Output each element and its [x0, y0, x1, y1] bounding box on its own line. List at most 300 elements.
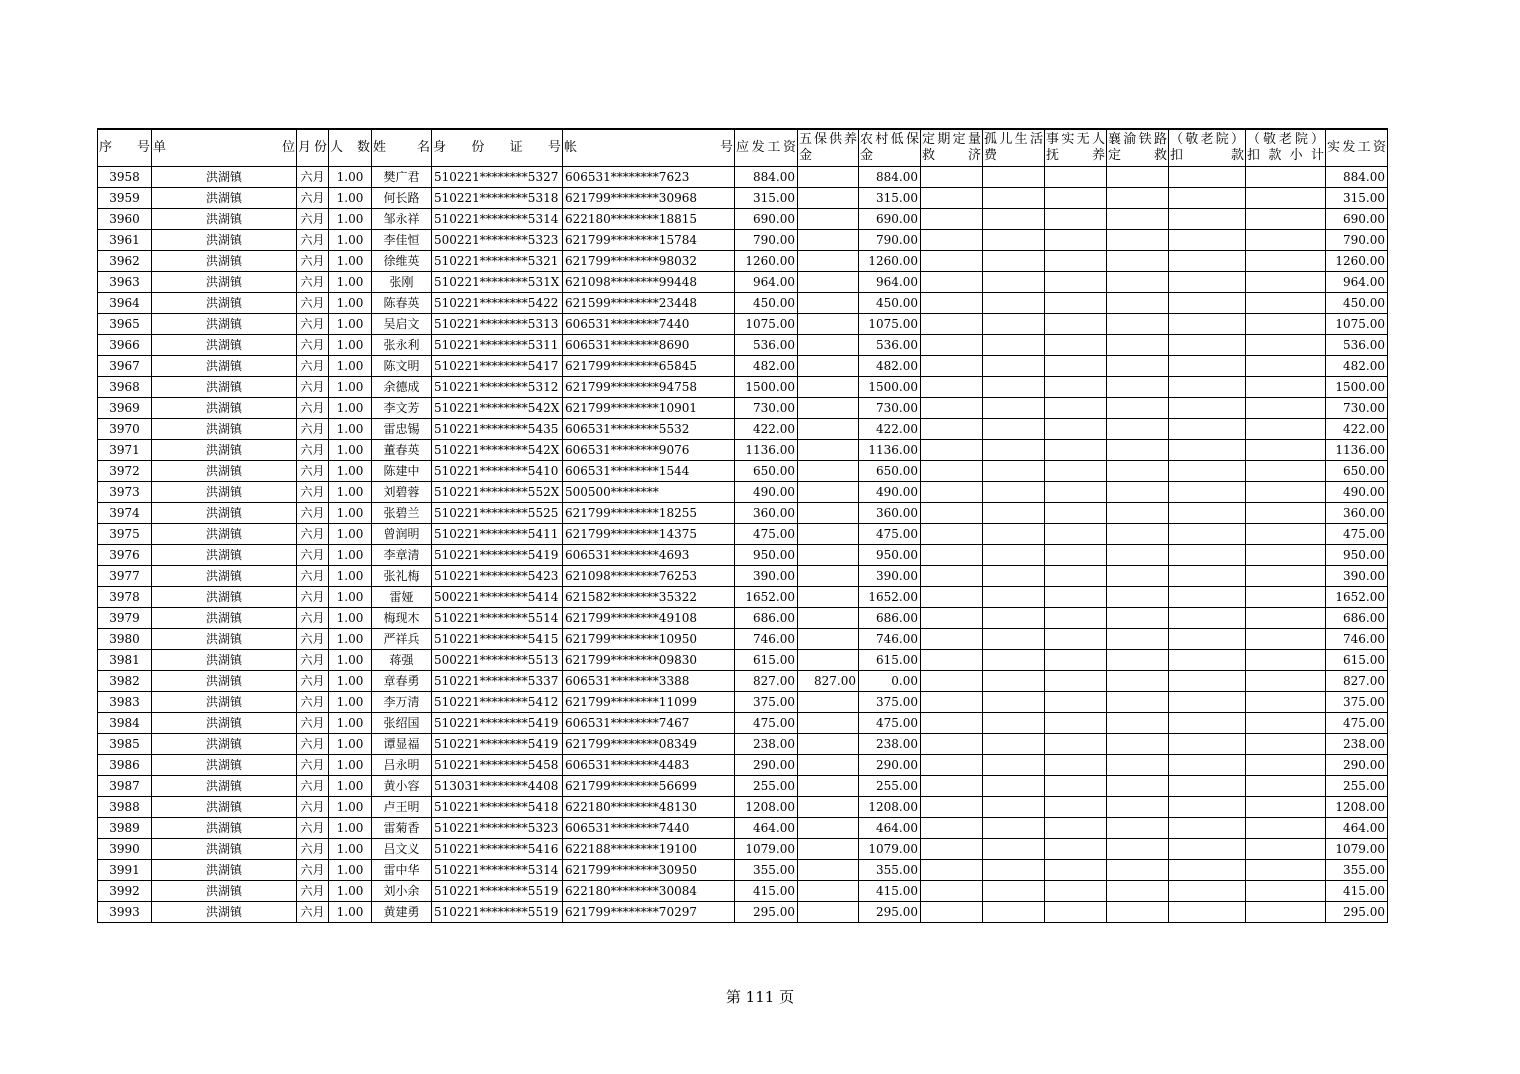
col-orphan-allowance-cell [983, 376, 1045, 397]
col-rural-dibao-cell: 1260.00 [859, 250, 921, 271]
col-rural-dibao-cell: 415.00 [859, 880, 921, 901]
col-de-facto-orphan-cell [1045, 187, 1107, 208]
col-gross-pay-cell: 482.00 [735, 355, 798, 376]
col-regular-relief-cell [921, 796, 983, 817]
col-regular-relief-cell [921, 397, 983, 418]
col-net-pay-cell: 1260.00 [1326, 250, 1388, 271]
col-xiangyu-railway-cell [1107, 649, 1169, 670]
col-id-number-cell: 510221********5435 [432, 418, 563, 439]
col-count-cell: 1.00 [329, 880, 372, 901]
table-row [98, 691, 1388, 712]
col-regular-relief-cell [921, 838, 983, 859]
col-id-number-cell: 510221********5327 [432, 166, 563, 187]
col-unit-cell: 洪湖镇 [152, 292, 297, 313]
table-row [98, 544, 1388, 565]
col-xiangyu-railway-cell [1107, 523, 1169, 544]
col-gross-pay-cell: 490.00 [735, 481, 798, 502]
col-deduction-subtotal-cell [1246, 502, 1326, 523]
col-deduction-subtotal-cell [1246, 817, 1326, 838]
col-nursing-home-deduction-cell [1169, 460, 1246, 481]
col-count-cell: 1.00 [329, 628, 372, 649]
col-index-cell: 3966 [98, 334, 152, 355]
col-count-cell: 1.00 [329, 418, 372, 439]
col-unit-cell: 洪湖镇 [152, 586, 297, 607]
col-regular-relief-cell [921, 565, 983, 586]
col-deduction-subtotal-cell [1246, 586, 1326, 607]
col-nursing-home-deduction-cell [1169, 670, 1246, 691]
col-count-cell: 1.00 [329, 397, 372, 418]
col-unit-cell: 洪湖镇 [152, 670, 297, 691]
col-gross-pay-cell: 1079.00 [735, 838, 798, 859]
col-net-pay-cell: 536.00 [1326, 334, 1388, 355]
col-index-cell: 3965 [98, 313, 152, 334]
col-index-cell: 3974 [98, 502, 152, 523]
col-nursing-home-deduction-cell [1169, 880, 1246, 901]
col-xiangyu-railway-cell [1107, 670, 1169, 691]
col-deduction-subtotal-cell [1246, 334, 1326, 355]
col-index-cell: 3987 [98, 775, 152, 796]
col-regular-relief-cell [921, 271, 983, 292]
col-net-pay-cell: 615.00 [1326, 649, 1388, 670]
col-orphan-allowance-cell [983, 334, 1045, 355]
col-deduction-subtotal-cell [1246, 796, 1326, 817]
col-rural-dibao-cell: 355.00 [859, 859, 921, 880]
col-name-cell: 徐维英 [372, 250, 432, 271]
col-count-cell: 1.00 [329, 502, 372, 523]
col-month-cell: 六月 [297, 481, 329, 502]
col-account-cell: 621799********15784 [563, 229, 735, 250]
col-month-cell: 六月 [297, 250, 329, 271]
col-id-number-cell: 510221********5525 [432, 502, 563, 523]
col-month-cell: 六月 [297, 565, 329, 586]
col-xiangyu-railway-cell [1107, 817, 1169, 838]
col-name-cell: 张刚 [372, 271, 432, 292]
col-unit-cell: 洪湖镇 [152, 355, 297, 376]
table-row [98, 586, 1388, 607]
col-five-guarantee-cell [798, 565, 859, 586]
col-id-number-cell: 510221********5419 [432, 544, 563, 565]
col-nursing-home-deduction-cell [1169, 229, 1246, 250]
col-nursing-home-deduction-cell [1169, 691, 1246, 712]
col-account-cell: 606531********4483 [563, 754, 735, 775]
col-id-number-cell: 500221********5513 [432, 649, 563, 670]
col-account-cell: 622180********48130 [563, 796, 735, 817]
col-id-number-cell: 510221********5422 [432, 292, 563, 313]
col-de-facto-orphan-cell [1045, 628, 1107, 649]
col-nursing-home-deduction-cell [1169, 565, 1246, 586]
col-month-cell: 六月 [297, 901, 329, 922]
col-xiangyu-railway-cell [1107, 628, 1169, 649]
col-count-cell: 1.00 [329, 460, 372, 481]
col-name-cell: 雷娅 [372, 586, 432, 607]
col-account-cell: 621799********10901 [563, 397, 735, 418]
col-deduction-subtotal-cell [1246, 418, 1326, 439]
col-de-facto-orphan-cell [1045, 523, 1107, 544]
col-account-cell: 606531********7440 [563, 313, 735, 334]
col-count-cell: 1.00 [329, 376, 372, 397]
col-orphan-allowance-cell [983, 901, 1045, 922]
col-xiangyu-railway-cell [1107, 166, 1169, 187]
col-id-number-cell: 510221********5312 [432, 376, 563, 397]
col-de-facto-orphan-cell [1045, 481, 1107, 502]
col-id-number-cell: 510221********5519 [432, 901, 563, 922]
col-gross-pay-cell: 315.00 [735, 187, 798, 208]
col-account-cell: 606531********9076 [563, 439, 735, 460]
col-nursing-home-deduction-cell [1169, 859, 1246, 880]
table-row [98, 481, 1388, 502]
col-orphan-allowance-cell [983, 187, 1045, 208]
col-deduction-subtotal-cell [1246, 628, 1326, 649]
col-de-facto-orphan-cell [1045, 313, 1107, 334]
col-gross-pay-cell: 615.00 [735, 649, 798, 670]
col-orphan-allowance-cell [983, 586, 1045, 607]
table-row [98, 565, 1388, 586]
col-unit-cell: 洪湖镇 [152, 334, 297, 355]
col-net-pay-cell: 490.00 [1326, 481, 1388, 502]
col-de-facto-orphan-header: 事实无人抚养 [1045, 129, 1107, 166]
col-account-cell: 621799********09830 [563, 649, 735, 670]
col-name-cell: 曾润明 [372, 523, 432, 544]
col-deduction-subtotal-cell [1246, 271, 1326, 292]
col-nursing-home-deduction-cell [1169, 586, 1246, 607]
table-row [98, 859, 1388, 880]
col-name-cell: 余德成 [372, 376, 432, 397]
col-net-pay-cell: 390.00 [1326, 565, 1388, 586]
col-id-number-cell: 510221********5410 [432, 460, 563, 481]
col-account-cell: 606531********3388 [563, 670, 735, 691]
col-id-number-cell: 510221********5314 [432, 208, 563, 229]
col-orphan-allowance-cell [983, 880, 1045, 901]
col-gross-pay-cell: 950.00 [735, 544, 798, 565]
col-id-number-cell: 510221********5417 [432, 355, 563, 376]
col-index-cell: 3967 [98, 355, 152, 376]
col-net-pay-cell: 1652.00 [1326, 586, 1388, 607]
col-de-facto-orphan-cell [1045, 502, 1107, 523]
col-count-cell: 1.00 [329, 187, 372, 208]
col-xiangyu-railway-cell [1107, 250, 1169, 271]
col-five-guarantee-cell [798, 250, 859, 271]
col-account-cell: 621799********49108 [563, 607, 735, 628]
col-unit-cell: 洪湖镇 [152, 523, 297, 544]
col-xiangyu-railway-header: 襄渝铁路定救 [1107, 129, 1169, 166]
col-five-guarantee-cell [798, 859, 859, 880]
col-regular-relief-cell [921, 418, 983, 439]
col-unit-cell: 洪湖镇 [152, 187, 297, 208]
col-id-number-cell: 510221********5519 [432, 880, 563, 901]
col-deduction-subtotal-cell [1246, 313, 1326, 334]
col-account-cell: 606531********8690 [563, 334, 735, 355]
col-five-guarantee-cell [798, 418, 859, 439]
col-xiangyu-railway-cell [1107, 292, 1169, 313]
col-regular-relief-cell [921, 229, 983, 250]
col-account-cell: 621799********18255 [563, 502, 735, 523]
col-gross-pay-cell: 355.00 [735, 859, 798, 880]
col-rural-dibao-cell: 482.00 [859, 355, 921, 376]
col-de-facto-orphan-cell [1045, 775, 1107, 796]
col-de-facto-orphan-cell [1045, 796, 1107, 817]
col-five-guarantee-cell [798, 292, 859, 313]
col-index-cell: 3972 [98, 460, 152, 481]
col-month-cell: 六月 [297, 859, 329, 880]
col-name-cell: 张绍国 [372, 712, 432, 733]
col-rural-dibao-cell: 238.00 [859, 733, 921, 754]
col-net-pay-cell: 255.00 [1326, 775, 1388, 796]
col-xiangyu-railway-cell [1107, 712, 1169, 733]
col-de-facto-orphan-cell [1045, 565, 1107, 586]
col-account-cell: 606531********7467 [563, 712, 735, 733]
col-month-cell: 六月 [297, 439, 329, 460]
col-deduction-subtotal-cell [1246, 544, 1326, 565]
col-five-guarantee-cell [798, 691, 859, 712]
col-deduction-subtotal-cell [1246, 901, 1326, 922]
col-rural-dibao-cell: 464.00 [859, 817, 921, 838]
col-month-cell: 六月 [297, 271, 329, 292]
col-orphan-allowance-cell [983, 313, 1045, 334]
col-de-facto-orphan-cell [1045, 397, 1107, 418]
col-month-cell: 六月 [297, 376, 329, 397]
col-nursing-home-deduction-cell [1169, 628, 1246, 649]
page-number: 第 111 页 [725, 988, 795, 1006]
col-regular-relief-cell [921, 250, 983, 271]
col-nursing-home-deduction-cell [1169, 208, 1246, 229]
col-five-guarantee-cell [798, 775, 859, 796]
col-regular-relief-cell [921, 544, 983, 565]
col-five-guarantee-cell [798, 271, 859, 292]
col-count-cell: 1.00 [329, 775, 372, 796]
col-xiangyu-railway-cell [1107, 418, 1169, 439]
col-month-cell: 六月 [297, 355, 329, 376]
col-name-cell: 张永利 [372, 334, 432, 355]
col-orphan-allowance-cell [983, 859, 1045, 880]
table-row [98, 796, 1388, 817]
col-name-cell: 蒋强 [372, 649, 432, 670]
col-nursing-home-deduction-cell [1169, 481, 1246, 502]
table-row [98, 817, 1388, 838]
table-row [98, 397, 1388, 418]
col-id-number-cell: 510221********5311 [432, 334, 563, 355]
col-account-header: 帐 号 [563, 129, 735, 166]
col-count-cell: 1.00 [329, 355, 372, 376]
table-row [98, 250, 1388, 271]
col-unit-cell: 洪湖镇 [152, 796, 297, 817]
col-regular-relief-cell [921, 670, 983, 691]
col-regular-relief-cell [921, 859, 983, 880]
col-de-facto-orphan-cell [1045, 586, 1107, 607]
col-index-cell: 3986 [98, 754, 152, 775]
col-net-pay-cell: 746.00 [1326, 628, 1388, 649]
col-nursing-home-deduction-cell [1169, 502, 1246, 523]
col-net-pay-cell: 1208.00 [1326, 796, 1388, 817]
col-name-cell: 谭显福 [372, 733, 432, 754]
col-id-number-cell: 510221********5418 [432, 796, 563, 817]
col-account-cell: 621799********08349 [563, 733, 735, 754]
col-orphan-allowance-cell [983, 439, 1045, 460]
col-nursing-home-deduction-cell [1169, 607, 1246, 628]
col-rural-dibao-cell: 884.00 [859, 166, 921, 187]
col-rural-dibao-cell: 295.00 [859, 901, 921, 922]
table-row [98, 271, 1388, 292]
col-net-pay-cell: 295.00 [1326, 901, 1388, 922]
col-count-cell: 1.00 [329, 229, 372, 250]
col-orphan-allowance-cell [983, 481, 1045, 502]
col-gross-pay-cell: 255.00 [735, 775, 798, 796]
col-de-facto-orphan-cell [1045, 691, 1107, 712]
col-nursing-home-deduction-cell [1169, 775, 1246, 796]
col-de-facto-orphan-cell [1045, 439, 1107, 460]
col-name-cell: 雷忠锡 [372, 418, 432, 439]
col-unit-cell: 洪湖镇 [152, 754, 297, 775]
col-deduction-subtotal-cell [1246, 208, 1326, 229]
col-orphan-allowance-cell [983, 397, 1045, 418]
col-deduction-subtotal-cell [1246, 649, 1326, 670]
col-orphan-allowance-cell [983, 754, 1045, 775]
col-de-facto-orphan-cell [1045, 817, 1107, 838]
col-five-guarantee-cell [798, 397, 859, 418]
col-month-cell: 六月 [297, 712, 329, 733]
col-regular-relief-cell [921, 523, 983, 544]
col-id-number-cell: 510221********5323 [432, 817, 563, 838]
col-nursing-home-deduction-cell [1169, 796, 1246, 817]
col-regular-relief-cell [921, 628, 983, 649]
col-index-cell: 3990 [98, 838, 152, 859]
header-row [98, 129, 1388, 166]
table-row [98, 292, 1388, 313]
col-account-cell: 606531********4693 [563, 544, 735, 565]
col-id-number-cell: 510221********5419 [432, 733, 563, 754]
col-unit-cell: 洪湖镇 [152, 376, 297, 397]
col-month-cell: 六月 [297, 292, 329, 313]
col-xiangyu-railway-cell [1107, 607, 1169, 628]
table-row [98, 670, 1388, 691]
col-nursing-home-deduction-cell [1169, 754, 1246, 775]
col-xiangyu-railway-cell [1107, 880, 1169, 901]
col-rural-dibao-cell: 450.00 [859, 292, 921, 313]
col-five-guarantee-header: 五保供养金 [798, 129, 859, 166]
col-account-cell: 606531********1544 [563, 460, 735, 481]
col-month-cell: 六月 [297, 502, 329, 523]
col-rural-dibao-cell: 475.00 [859, 523, 921, 544]
col-de-facto-orphan-cell [1045, 712, 1107, 733]
col-count-cell: 1.00 [329, 670, 372, 691]
col-name-cell: 陈文明 [372, 355, 432, 376]
col-rural-dibao-cell: 315.00 [859, 187, 921, 208]
col-five-guarantee-cell [798, 460, 859, 481]
col-deduction-subtotal-cell [1246, 481, 1326, 502]
col-name-cell: 李文芳 [372, 397, 432, 418]
col-unit-cell: 洪湖镇 [152, 271, 297, 292]
col-xiangyu-railway-cell [1107, 775, 1169, 796]
col-index-cell: 3992 [98, 880, 152, 901]
col-index-cell: 3971 [98, 439, 152, 460]
col-rural-dibao-cell: 690.00 [859, 208, 921, 229]
col-nursing-home-deduction-cell [1169, 271, 1246, 292]
table-row [98, 523, 1388, 544]
col-name-cell: 张礼梅 [372, 565, 432, 586]
col-regular-relief-cell [921, 376, 983, 397]
col-xiangyu-railway-cell [1107, 565, 1169, 586]
col-name-cell: 梅现木 [372, 607, 432, 628]
col-index-cell: 3969 [98, 397, 152, 418]
col-gross-pay-cell: 295.00 [735, 901, 798, 922]
col-gross-pay-cell: 475.00 [735, 712, 798, 733]
col-account-cell: 622180********30084 [563, 880, 735, 901]
col-five-guarantee-cell [798, 523, 859, 544]
col-deduction-subtotal-cell [1246, 775, 1326, 796]
table-row [98, 754, 1388, 775]
col-index-cell: 3960 [98, 208, 152, 229]
col-unit-cell: 洪湖镇 [152, 817, 297, 838]
col-name-cell: 何长路 [372, 187, 432, 208]
col-month-cell: 六月 [297, 418, 329, 439]
col-orphan-allowance-cell [983, 565, 1045, 586]
col-xiangyu-railway-cell [1107, 733, 1169, 754]
col-xiangyu-railway-cell [1107, 754, 1169, 775]
col-count-cell: 1.00 [329, 607, 372, 628]
col-net-pay-cell: 884.00 [1326, 166, 1388, 187]
col-net-pay-cell: 315.00 [1326, 187, 1388, 208]
col-xiangyu-railway-cell [1107, 838, 1169, 859]
table-row [98, 628, 1388, 649]
col-id-number-cell: 510221********5314 [432, 859, 563, 880]
col-count-cell: 1.00 [329, 523, 372, 544]
col-deduction-subtotal-cell [1246, 838, 1326, 859]
col-xiangyu-railway-cell [1107, 397, 1169, 418]
col-five-guarantee-cell [798, 439, 859, 460]
col-regular-relief-cell [921, 481, 983, 502]
col-count-cell: 1.00 [329, 334, 372, 355]
col-regular-relief-cell [921, 166, 983, 187]
col-month-cell: 六月 [297, 229, 329, 250]
col-account-cell: 622188********19100 [563, 838, 735, 859]
col-id-number-cell: 510221********5458 [432, 754, 563, 775]
welfare-payment-table [97, 128, 1388, 923]
col-regular-relief-cell [921, 187, 983, 208]
col-account-cell: 621098********99448 [563, 271, 735, 292]
col-gross-pay-cell: 884.00 [735, 166, 798, 187]
col-five-guarantee-cell [798, 607, 859, 628]
col-net-pay-cell: 360.00 [1326, 502, 1388, 523]
col-regular-relief-cell [921, 502, 983, 523]
col-unit-cell: 洪湖镇 [152, 649, 297, 670]
col-name-cell: 董春英 [372, 439, 432, 460]
col-name-cell: 卢王明 [372, 796, 432, 817]
col-net-pay-cell: 415.00 [1326, 880, 1388, 901]
col-orphan-allowance-cell [983, 775, 1045, 796]
col-de-facto-orphan-cell [1045, 880, 1107, 901]
col-orphan-allowance-cell [983, 712, 1045, 733]
table-row [98, 334, 1388, 355]
col-orphan-allowance-header: 孤儿生活费 [983, 129, 1045, 166]
col-index-cell: 3970 [98, 418, 152, 439]
col-count-cell: 1.00 [329, 733, 372, 754]
col-unit-cell: 洪湖镇 [152, 733, 297, 754]
col-orphan-allowance-cell [983, 838, 1045, 859]
col-index-cell: 3973 [98, 481, 152, 502]
col-unit-cell: 洪湖镇 [152, 208, 297, 229]
col-month-cell: 六月 [297, 838, 329, 859]
col-month-cell: 六月 [297, 586, 329, 607]
col-month-cell: 六月 [297, 523, 329, 544]
table-row [98, 166, 1388, 187]
col-net-pay-cell: 238.00 [1326, 733, 1388, 754]
col-deduction-subtotal-cell [1246, 565, 1326, 586]
col-xiangyu-railway-cell [1107, 502, 1169, 523]
col-regular-relief-cell [921, 775, 983, 796]
col-count-cell: 1.00 [329, 796, 372, 817]
col-month-cell: 六月 [297, 817, 329, 838]
col-month-cell: 六月 [297, 628, 329, 649]
col-count-cell: 1.00 [329, 292, 372, 313]
